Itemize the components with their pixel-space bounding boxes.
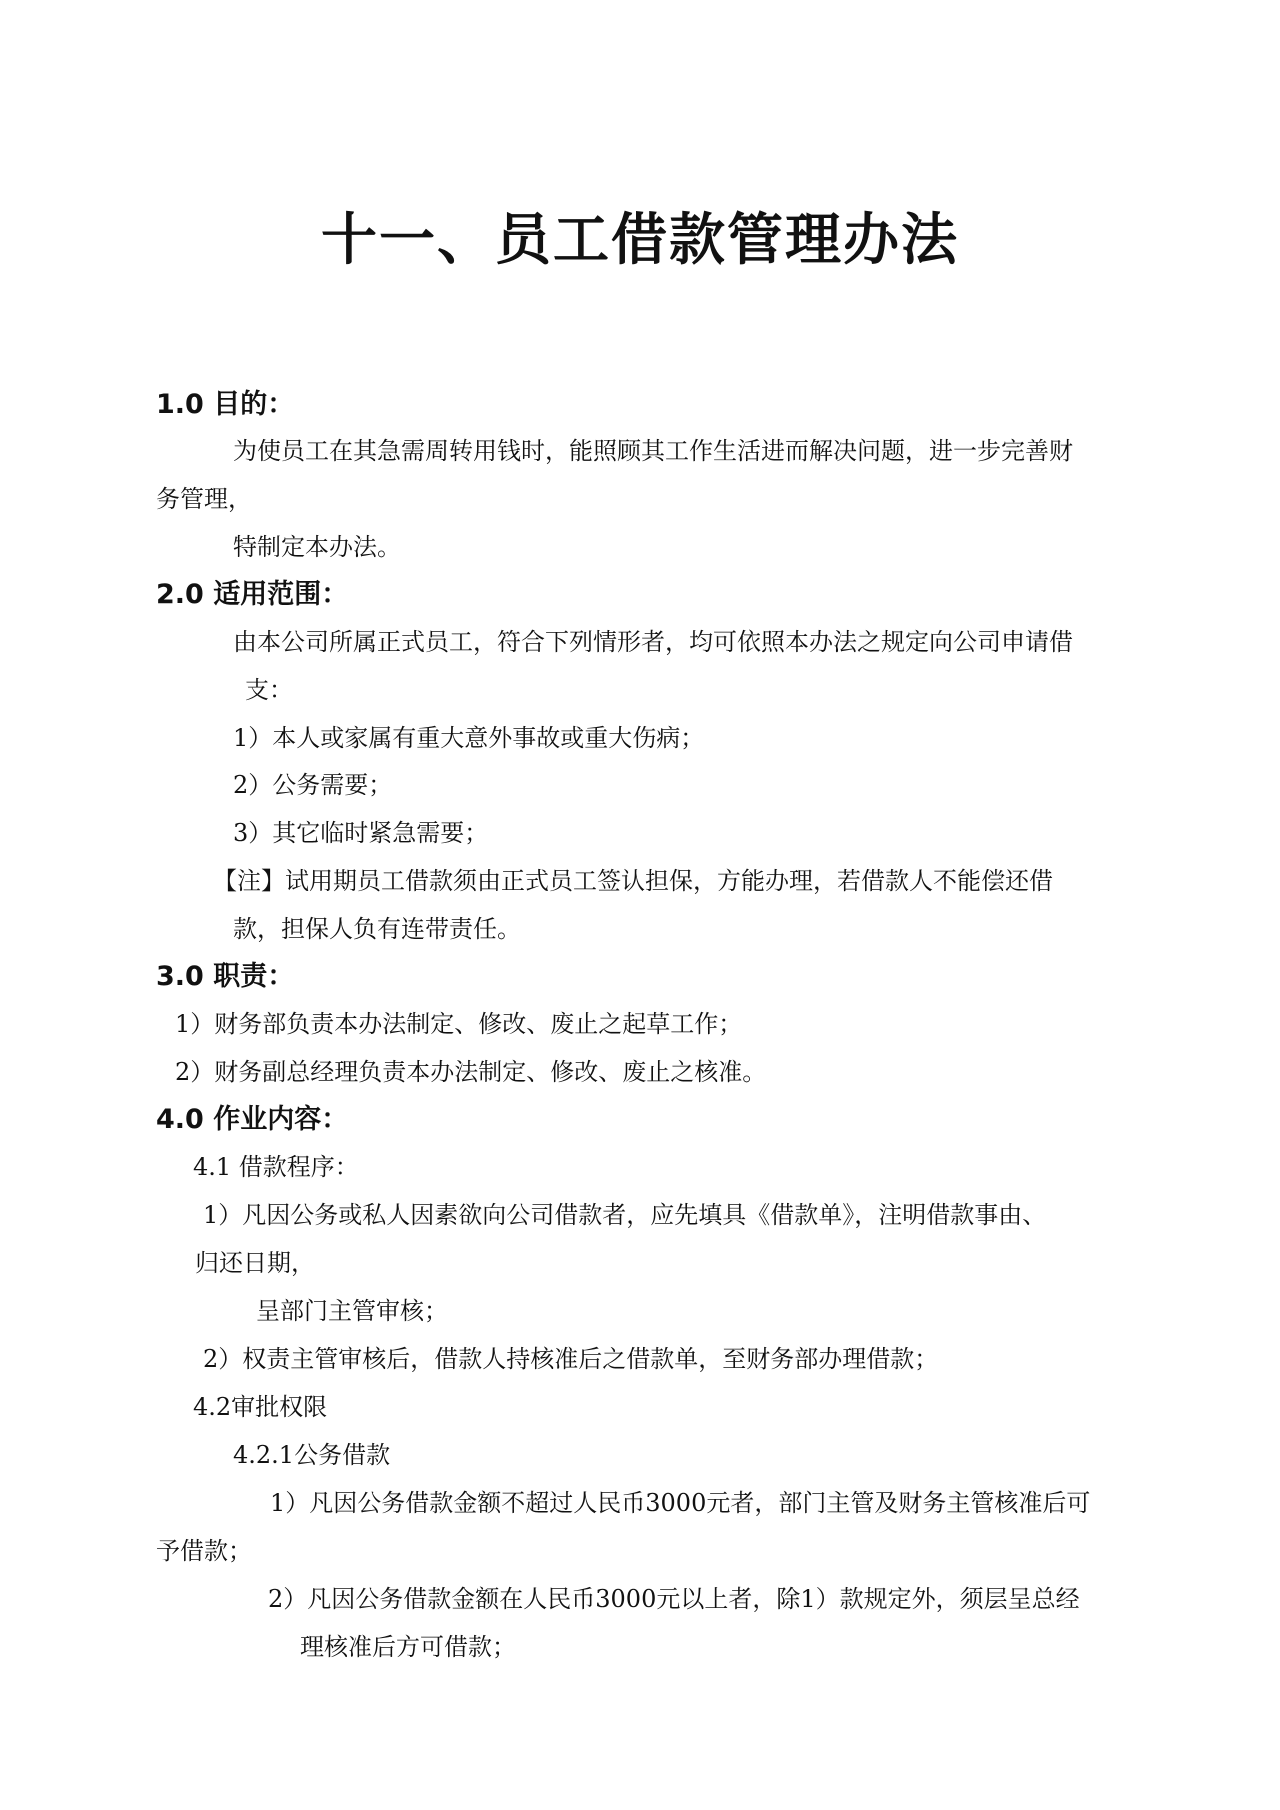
paragraph-line: 呈部门主管审核；: [256, 1297, 448, 1325]
section-heading-purpose: 1.0 目的：: [156, 389, 295, 420]
section-heading-scope: 2.0 适用范围：: [156, 579, 349, 610]
list-item: 2）凡因公务借款金额在人民币3000元以上者，除1）款规定外，须层呈总经: [268, 1585, 1080, 1613]
subsection-heading: 4.2.1公务借款: [233, 1441, 391, 1469]
list-item: 1）财务部负责本办法制定、修改、废止之起草工作；: [175, 1010, 743, 1038]
section-heading-responsibilities: 3.0 职责：: [156, 961, 295, 992]
paragraph-line: 为使员工在其急需周转用钱时，能照顾其工作生活进而解决问题，进一步完善财: [233, 437, 1073, 465]
list-item: 2）权责主管审核后，借款人持核准后之借款单，至财务部办理借款；: [203, 1345, 939, 1373]
list-item: 1）本人或家属有重大意外事故或重大伤病；: [233, 724, 705, 752]
paragraph-line: 由本公司所属正式员工，符合下列情形者，均可依照本办法之规定向公司申请借: [233, 628, 1073, 656]
section-heading-operations: 4.0 作业内容：: [156, 1104, 349, 1135]
subsection-heading: 4.2审批权限: [193, 1393, 328, 1421]
list-item: 1）凡因公务借款金额不超过人民币3000元者，部门主管及财务主管核准后可: [270, 1489, 1091, 1517]
paragraph-line: 特制定本办法。: [233, 533, 401, 561]
paragraph-line: 归还日期，: [195, 1249, 315, 1277]
paragraph-line: 支：: [245, 676, 293, 704]
document-title: 十一、员工借款管理办法: [321, 208, 959, 273]
list-item: 3）其它临时紧急需要；: [233, 819, 489, 847]
list-item: 2）公务需要；: [233, 771, 393, 799]
list-item: 2）财务副总经理负责本办法制定、修改、废止之核准。: [175, 1058, 767, 1086]
list-item: 1）凡因公务或私人因素欲向公司借款者，应先填具《借款单》，注明借款事由、: [203, 1201, 1047, 1229]
note-line: 【注】试用期员工借款须由正式员工签认担保，方能办理，若借款人不能偿还借: [213, 867, 1053, 895]
note-line: 款，担保人负有连带责任。: [233, 915, 521, 943]
paragraph-line: 理核准后方可借款；: [300, 1633, 516, 1661]
paragraph-line: 务管理，: [156, 485, 252, 513]
subsection-heading: 4.1 借款程序：: [193, 1153, 359, 1181]
paragraph-line: 予借款；: [156, 1537, 252, 1565]
